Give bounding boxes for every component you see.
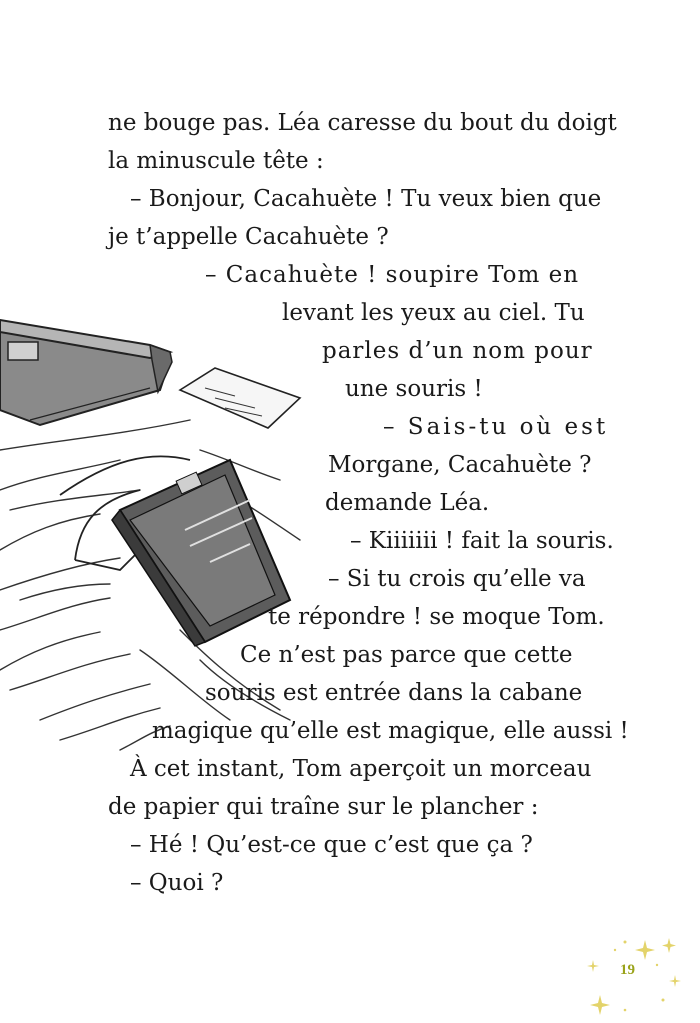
text-line: – Kiiiiiii ! fait la souris. [350,528,614,554]
text-line: je t’appelle Cacahuète ? [108,224,389,250]
text-line: – Si tu crois qu’elle va [328,566,586,592]
text-line: – Cacahuète ! soupire Tom en [205,262,580,288]
text-line: À cet instant, Tom aperçoit un morceau [130,756,592,782]
text-line: une souris ! [345,376,483,402]
text-line: demande Léa. [325,490,490,516]
text-line: – Sais-tu où est [383,414,609,440]
text-line: Morgane, Cacahuète ? [328,452,592,478]
text-line: de papier qui traîne sur le plancher : [108,794,539,820]
text-line: souris est entrée dans la cabane [205,680,583,706]
text-line: te répondre ! se moque Tom. [268,604,605,630]
text-line: magique qu’elle est magique, elle aussi ! [152,718,629,744]
text-line: ne bouge pas. Léa caresse du bout du doigt [108,110,617,136]
text-line: levant les yeux au ciel. Tu [282,300,585,326]
sparkles-icon [585,930,685,1020]
page-number: 19 [620,962,635,978]
text-line: parles d’un nom pour [322,338,593,364]
text-line: – Hé ! Qu’est-ce que c’est que ça ? [130,832,533,858]
text-line: – Quoi ? [130,870,224,896]
text-line: la minuscule tête : [108,148,324,174]
text-line: – Bonjour, Cacahuète ! Tu veux bien que [130,186,602,212]
text-line: Ce n’est pas parce que cette [240,642,573,668]
